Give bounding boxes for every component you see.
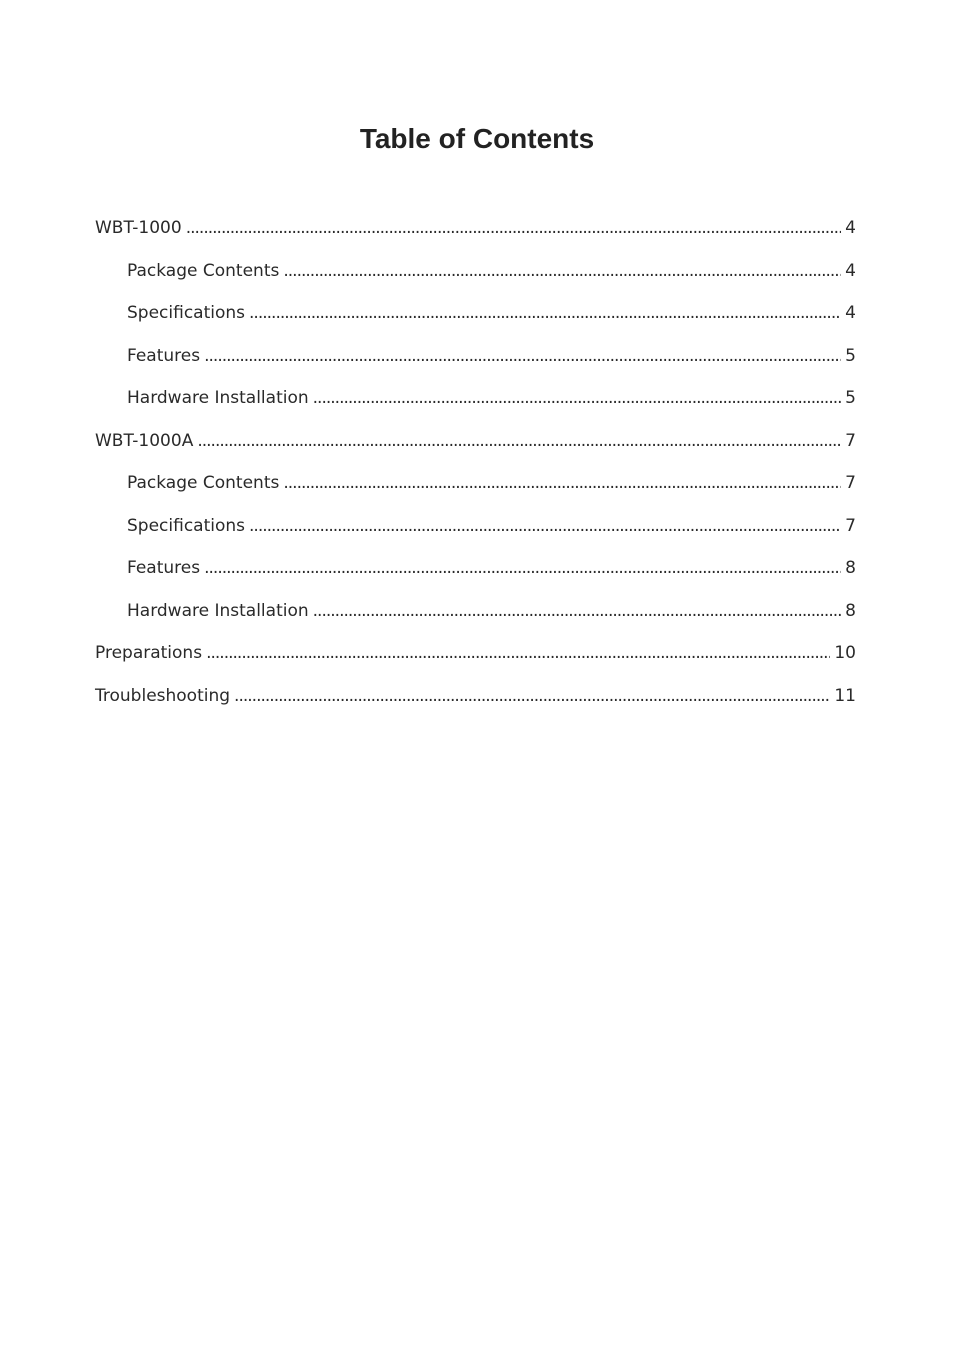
toc-entry-wbt-1000a-package-contents[interactable] [95, 469, 856, 512]
toc-entry-label: WBT-1000 [95, 218, 182, 238]
page-title: Table of Contents [359, 123, 595, 154]
dot-leader [234, 682, 830, 710]
toc-entry-page-number: 7 [845, 515, 856, 536]
toc-entry-page-number: 5 [845, 388, 856, 408]
toc-entry-label: Preparations [95, 643, 203, 663]
toc-entry-wbt-1000-package-contents[interactable] [95, 257, 856, 300]
toc-entry-page-number: 11 [834, 685, 856, 706]
dot-leader [283, 469, 841, 497]
toc-entry-wbt-1000-specifications[interactable] [95, 299, 856, 342]
dot-leader [313, 384, 842, 412]
dot-leader [197, 427, 841, 455]
toc-entry-page-number: 4 [845, 218, 856, 238]
toc-entry-page-number: 5 [845, 345, 856, 366]
table-of-contents [95, 214, 856, 724]
toc-entry-label: Features [127, 558, 201, 578]
toc-entry-label: Hardware Installation [127, 388, 309, 408]
dot-leader [313, 597, 842, 625]
toc-entry-label: Specifications [127, 515, 246, 536]
toc-entry-label: Specifications [127, 303, 246, 323]
toc-entry-wbt-1000-hardware-installation[interactable] [95, 384, 856, 427]
toc-entry-page-number: 8 [845, 600, 856, 621]
toc-entry-label: Troubleshooting [95, 685, 231, 706]
toc-entry-page-number: 8 [845, 558, 856, 578]
toc-entry-page-number: 4 [845, 303, 856, 323]
toc-entry-page-number: 7 [845, 473, 856, 493]
toc-entry-label: Features [127, 345, 201, 366]
toc-entry-preparations[interactable] [95, 639, 856, 682]
toc-entry-wbt-1000a[interactable] [95, 427, 856, 470]
toc-entry-page-number: 7 [845, 430, 856, 451]
dot-leader [206, 639, 830, 667]
dot-leader [204, 554, 841, 582]
toc-entry-label: WBT-1000A [95, 430, 194, 451]
toc-entry-wbt-1000[interactable] [95, 214, 856, 257]
toc-entry-wbt-1000-features[interactable] [95, 342, 856, 385]
toc-entry-label: Hardware Installation [127, 600, 309, 621]
dot-leader [283, 257, 841, 285]
toc-entry-troubleshooting[interactable] [95, 682, 856, 725]
toc-entry-wbt-1000a-features[interactable] [95, 554, 856, 597]
toc-entry-wbt-1000a-hardware-installation[interactable] [95, 597, 856, 640]
toc-entry-label: Package Contents [127, 473, 280, 493]
toc-entry-page-number: 10 [834, 643, 856, 663]
toc-entry-wbt-1000a-specifications[interactable] [95, 512, 856, 555]
dot-leader [249, 512, 841, 540]
toc-entry-label: Package Contents [127, 260, 280, 281]
dot-leader [204, 342, 841, 370]
toc-entry-page-number: 4 [845, 260, 856, 281]
dot-leader [186, 214, 841, 242]
dot-leader [249, 299, 841, 327]
